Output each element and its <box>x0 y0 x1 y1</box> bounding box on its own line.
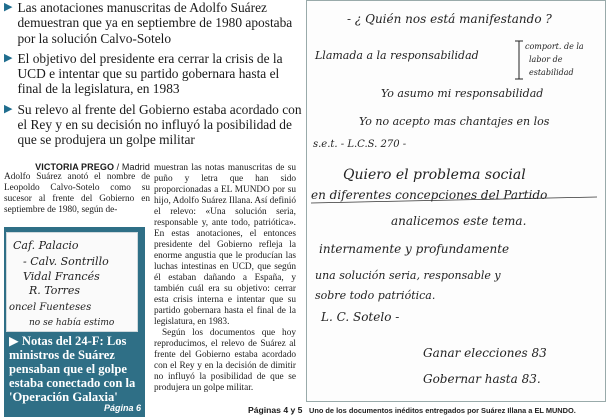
handwritten-line: Quiero el problema social <box>343 167 526 183</box>
article-column-1: Adolfo Suárez anotó el nombre de Leopoldo Calvo-Sotelo como su sucesor al frente del Gobierno en septiembre de 1980, según de- <box>4 172 150 215</box>
triangle-bullet-icon: ▶ <box>9 334 22 348</box>
note-line: oncel Fuenteses <box>9 302 92 313</box>
note-line: R. Torres <box>29 284 81 297</box>
summary-bullet <box>4 51 304 97</box>
handwritten-line: L. C. Sotelo - <box>321 310 400 324</box>
handwritten-line: sobre todo patriótica. <box>315 289 436 302</box>
summary-bullet <box>4 0 304 46</box>
bracket-stroke <box>515 41 523 79</box>
byline-author: VICTORIA PREGO <box>35 162 115 172</box>
triangle-bullet-icon: ▶ <box>4 102 13 115</box>
handwritten-note-image <box>7 233 137 331</box>
handwritten-document-image <box>307 1 605 401</box>
paragraph: Según los documentos que hoy reproducimos, el relevo de Suárez al frente del Gobierno estaba acordado con el Rey y en la decisión de dimitir no influyó la posibilidad de que se produjera un golpe militar. <box>154 328 296 393</box>
summary-bullets <box>4 0 304 153</box>
margin-note-line: estabilidad <box>529 68 574 77</box>
handwritten-note-thumbnail <box>6 232 138 332</box>
note-line: Vidal Francés <box>23 270 100 283</box>
handwritten-line: internamente y profundamente <box>319 242 510 256</box>
margin-note-line: labor de <box>529 55 563 64</box>
byline <box>4 162 150 172</box>
facsimile-caption: Uno de los documentos inéditos entregados por Suárez Illana a EL MUNDO. <box>309 406 576 415</box>
sidebar-page-ref[interactable]: Página 6 <box>103 403 141 413</box>
bullet-text: Las anotaciones manuscritas de Adolfo Suárez demuestran que ya en septiembre de 1980 apostaba por la solución Calvo-Sotelo <box>17 0 293 46</box>
handwritten-line: - ¿ Quién nos está manifestando ? <box>347 12 552 26</box>
note-line: - Calv. Sontrillo <box>23 255 109 268</box>
handwritten-line: una solución seria, responsable y <box>315 269 501 282</box>
pages-reference[interactable]: Páginas 4 y 5 <box>248 405 303 415</box>
article-column-2 <box>154 163 296 394</box>
handwritten-line: Gobernar hasta 83. <box>423 372 541 386</box>
paragraph: muestran las notas manuscritas de su puño y letra que han sido proporcionadas a EL MUNDO por su hijo, Adolfo Suárez Illana. Así definió el relevo: «Una solución seria, responsable y, ante todo, patriótica». En estas anotaciones, el entonces presidente del Gobierno refleja la enorme angustia que le producían las luchas intestinas en UCD, que según él estaban dañando a España, y también cuál era su objetivo: cerrar esta crisis interna e intentar que su partido gobernara hasta el final de la legislatura, en 1983. <box>154 163 296 327</box>
handwritten-line: Yo asumo mi responsabilidad <box>381 87 544 100</box>
handwritten-line: Yo no acepto mas chantajes en los <box>359 115 550 128</box>
margin-note-line: comport. de la <box>525 42 584 51</box>
byline-place: / Madrid <box>114 162 150 172</box>
bullet-text: Su relevo al frente del Gobierno estaba acordado con el Rey y en su decisión no influyó la posibilidad de que se produjera un golpe militar <box>17 101 302 148</box>
note-line: no se había estimo <box>29 318 115 328</box>
handwritten-line: s.e.t. - L.C.S. 270 - <box>313 139 407 150</box>
bullet-text: El objetivo del presidente era cerrar la crisis de la UCD e intentar que su partido gobernara hasta el final de la legislatura, en 1983 <box>17 50 283 97</box>
handwritten-line: Llamada a la responsabilidad <box>315 49 479 62</box>
triangle-bullet-icon: ▶ <box>4 51 13 64</box>
handwritten-line: analicemos este tema. <box>391 214 527 228</box>
sidebar-title-text: Notas del 24-F: Los ministros de Suárez pensaban que el golpe estaba conectado con la 'Operación Galaxia' <box>9 334 136 404</box>
handwritten-document-facsimile <box>306 0 606 402</box>
triangle-bullet-icon: ▶ <box>4 1 13 13</box>
note-line: Caf. Palacio <box>13 239 79 252</box>
sidebar-title[interactable] <box>9 334 137 404</box>
handwritten-line: en diferentes concepciones del Partido <box>311 188 548 202</box>
summary-bullet <box>4 102 304 148</box>
handwritten-line: Ganar elecciones 83 <box>423 346 547 360</box>
